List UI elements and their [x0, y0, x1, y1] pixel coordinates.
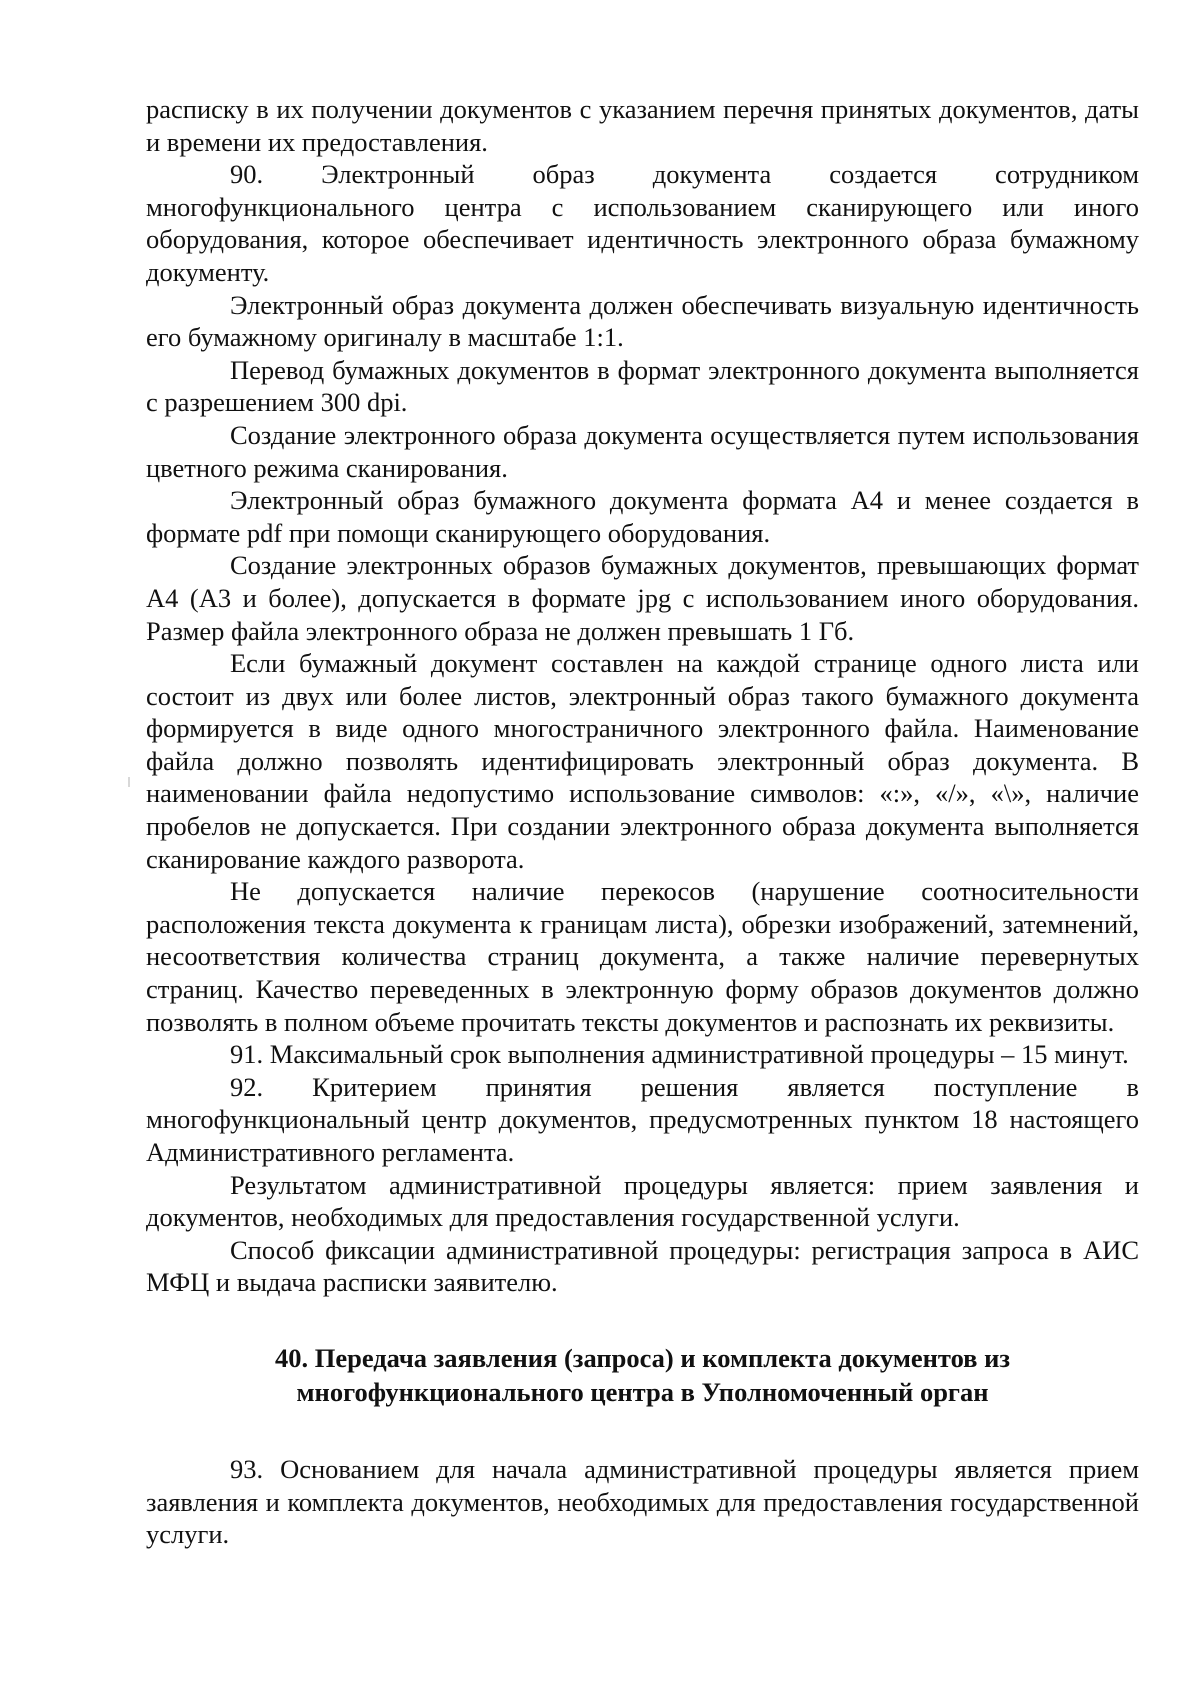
- paragraph-pdf-format: Электронный образ бумажного документа формата А4 и менее создается в формате pdf при помощи сканирующего оборудования.: [146, 485, 1139, 548]
- section-heading-line1: 40. Передача заявления (запроса) и комплекта документов из: [274, 1342, 1011, 1373]
- paragraph-color-mode: Создание электронного образа документа осуществляется путем использования цветного режима сканирования.: [146, 419, 1139, 483]
- paragraph-jpg-format: Создание электронных образов бумажных документов, превышающих формат А4 (А3 и более), допускается в формате jpg с использованием иного оборудования. Размер файла электронного образа не должен превышать 1 Гб.: [146, 550, 1139, 646]
- paragraph-92: 92. Критерием принятия решения является поступление в многофункциональный центр документов, предусмотренных пунктом 18 настоящего Административного регламента.: [146, 1071, 1139, 1167]
- paragraph-91: 91. Максимальный срок выполнения административной процедуры – 15 минут.: [230, 1039, 1129, 1070]
- paragraph-result: Результатом административной процедуры является: прием заявления и документов, необходимых для предоставления государственной услуги.: [146, 1169, 1139, 1233]
- document-body: [146, 93, 1139, 1551]
- section-heading-line2: многофункционального центра в Уполномоченный орган: [296, 1376, 989, 1407]
- section-heading-40: [146, 1341, 1139, 1409]
- paragraph-visual-identity: Электронный образ документа должен обеспечивать визуальную идентичность его бумажному оригиналу в масштабе 1:1.: [146, 289, 1139, 353]
- paragraph-scan-quality: Не допускается наличие перекосов (нарушение соотносительности расположения текста документа к границам листа), обрезки изображений, затемнений, несоответствия количества страниц документа, а также наличие перевернутых страниц. Качество переведенных в электронную форму образов документов должно позволять в полном объеме прочитать тексты документов и распознать их реквизиты.: [146, 876, 1139, 1037]
- paragraph-resolution: Перевод бумажных документов в формат электронного документа выполняется с разрешением 300 dpi.: [146, 354, 1139, 418]
- paragraph-fixation: Способ фиксации административной процедуры: регистрация запроса в АИС МФЦ и выдача расписки заявителю.: [146, 1234, 1139, 1298]
- paragraph-90: 90. Электронный образ документа создается сотрудником многофункционального центра с использованием сканирующего или иного оборудования, которое обеспечивает идентичность электронного образа бумажному документу.: [146, 159, 1139, 287]
- paragraph-93: 93. Основанием для начала административной процедуры является прием заявления и комплекта документов, необходимых для предоставления государственной услуги.: [146, 1453, 1139, 1550]
- scan-artifact-mark: [128, 777, 130, 787]
- paragraph-multipage-file: Если бумажный документ составлен на каждой странице одного листа или состоит из двух или более листов, электронный образ такого бумажного документа формируется в виде одного многостраничного электронного файла. Наименование файла должно позволять идентифицировать электронный образ документа. В наименовании файла недопустимо использование символов: «:», «/», «\», наличие пробелов не допускается. При создании электронного образа документа выполняется сканирование каждого разворота.: [146, 648, 1139, 874]
- paragraph-receipt-continuation: расписку в их получении документов с указанием перечня принятых документов, даты и времени их предоставления.: [146, 94, 1139, 157]
